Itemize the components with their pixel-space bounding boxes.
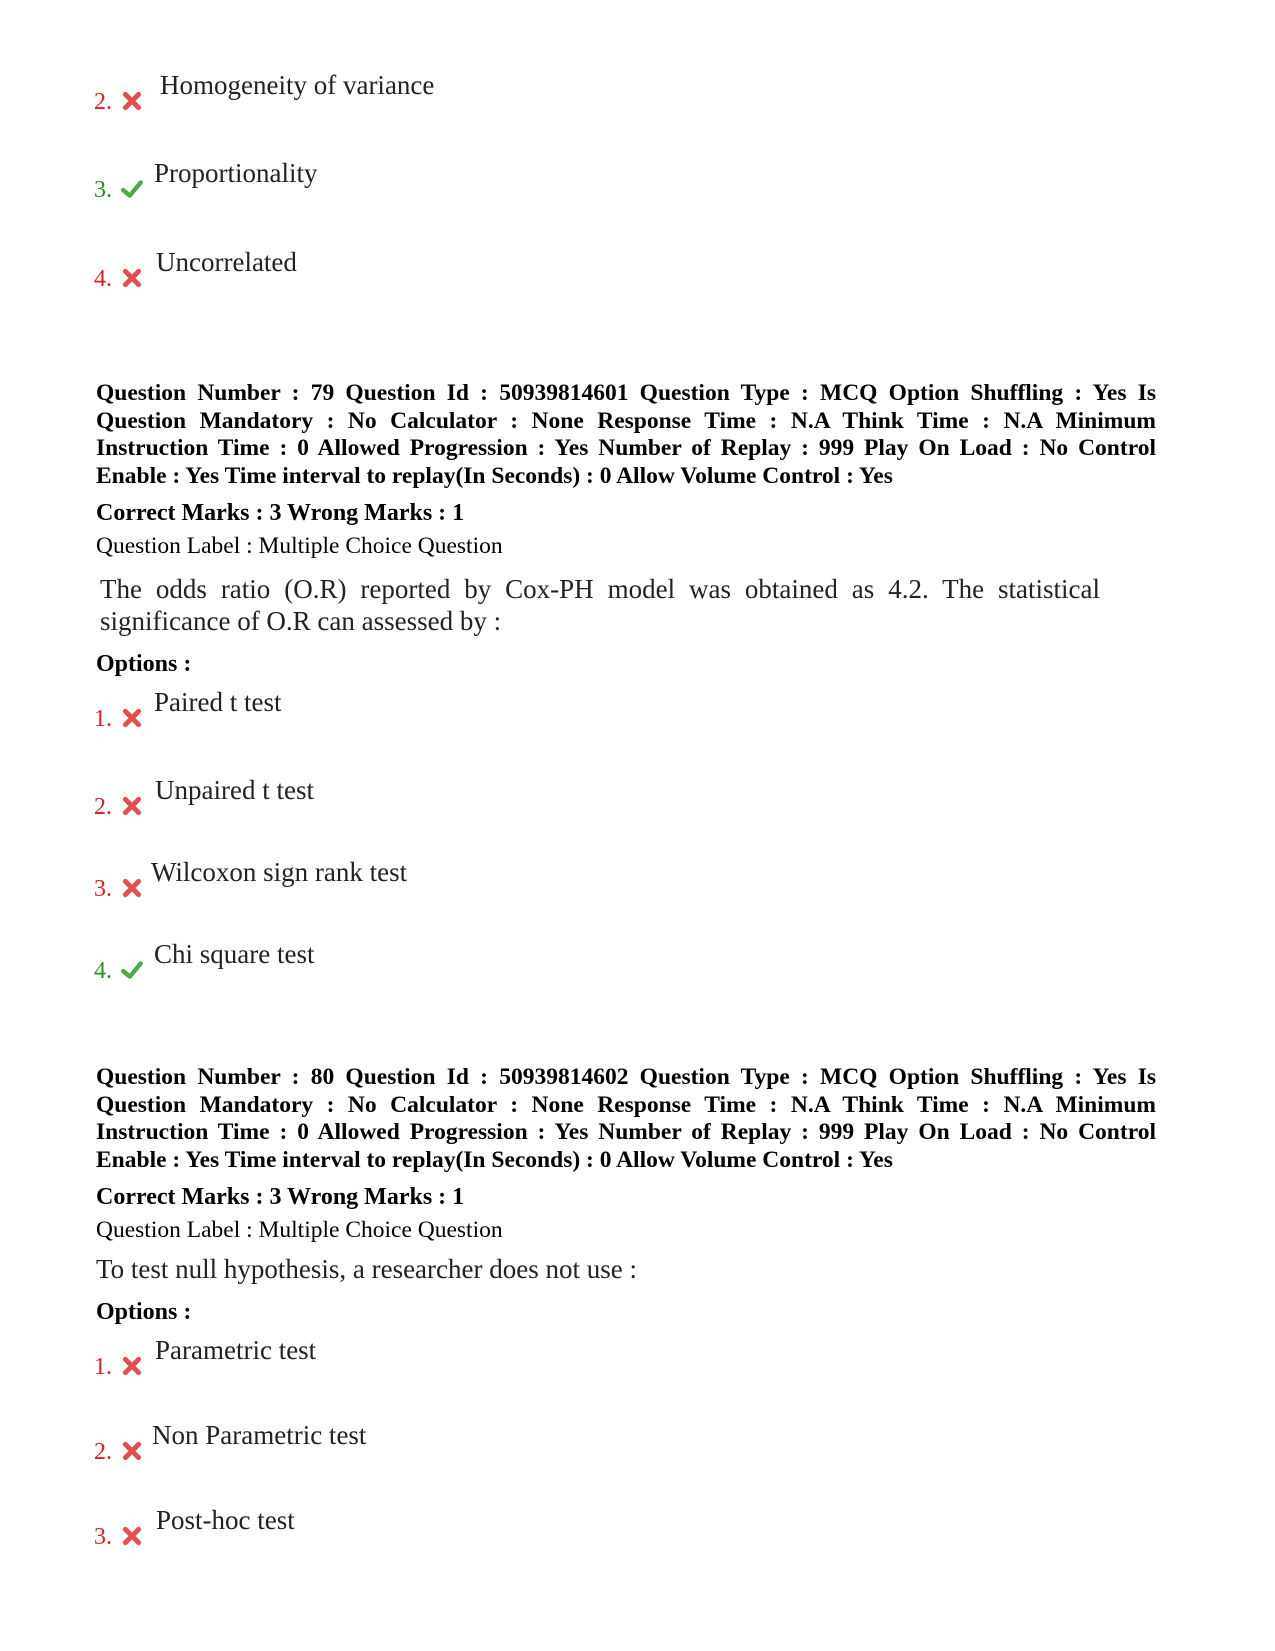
options-heading: Options : (96, 1299, 192, 1325)
cross-icon (121, 707, 143, 729)
option-number: 3. (94, 876, 112, 902)
question-text: To test null hypothesis, a researcher does not use : (96, 1254, 637, 1284)
option-number: 2. (94, 794, 112, 820)
cross-icon (121, 1355, 143, 1377)
cross-icon (121, 1440, 143, 1462)
question-marks: Correct Marks : 3 Wrong Marks : 1 (96, 1184, 465, 1210)
cross-icon (121, 877, 143, 899)
cross-icon (121, 795, 143, 817)
cross-icon (121, 267, 143, 289)
option-number: 3. (94, 177, 112, 203)
cross-icon (121, 1525, 143, 1547)
options-heading: Options : (96, 651, 192, 677)
check-icon (121, 959, 143, 981)
option-text: Proportionality (154, 158, 318, 188)
question-label: Question Label : Multiple Choice Question (96, 1217, 503, 1243)
option-text: Post-hoc test (156, 1505, 295, 1535)
question-meta: Question Number : 79 Question Id : 50939814601 Question Type : MCQ Option Shuffling : Yes Is Question Mandatory : No Calculator : None Response Time : N.A Think Time : N.A Minimum Instruction Time : 0 Allowed Progression : Yes Number of Replay : 999 Play On Load : No Control Enable : Yes Time interval to replay(In Seconds) : 0 Allow Volume Control : Yes (96, 380, 1156, 489)
option-text: Homogeneity of variance (160, 70, 435, 100)
option-text: Unpaired t test (155, 775, 314, 805)
option-text: Non Parametric test (152, 1420, 367, 1450)
option-text: Paired t test (154, 687, 282, 717)
option-number: 1. (94, 706, 112, 732)
option-number: 4. (94, 266, 112, 292)
question-text: The odds ratio (O.R) reported by Cox-PH model was obtained as 4.2. The statistical significance of O.R can assessed by : (100, 574, 1100, 636)
option-number: 4. (94, 958, 112, 984)
option-number: 1. (94, 1354, 112, 1380)
option-number: 2. (94, 89, 112, 115)
option-number: 2. (94, 1439, 112, 1465)
question-meta: Question Number : 80 Question Id : 50939814602 Question Type : MCQ Option Shuffling : Yes Is Question Mandatory : No Calculator : None Response Time : N.A Think Time : N.A Minimum Instruction Time : 0 Allowed Progression : Yes Number of Replay : 999 Play On Load : No Control Enable : Yes Time interval to replay(In Seconds) : 0 Allow Volume Control : Yes (96, 1064, 1156, 1173)
option-number: 3. (94, 1524, 112, 1550)
option-text: Wilcoxon sign rank test (151, 857, 408, 887)
question-label: Question Label : Multiple Choice Question (96, 533, 503, 559)
option-text: Chi square test (154, 939, 315, 969)
option-text: Parametric test (155, 1335, 317, 1365)
cross-icon (121, 90, 143, 112)
question-marks: Correct Marks : 3 Wrong Marks : 1 (96, 500, 465, 526)
check-icon (121, 178, 143, 200)
option-text: Uncorrelated (156, 247, 297, 277)
